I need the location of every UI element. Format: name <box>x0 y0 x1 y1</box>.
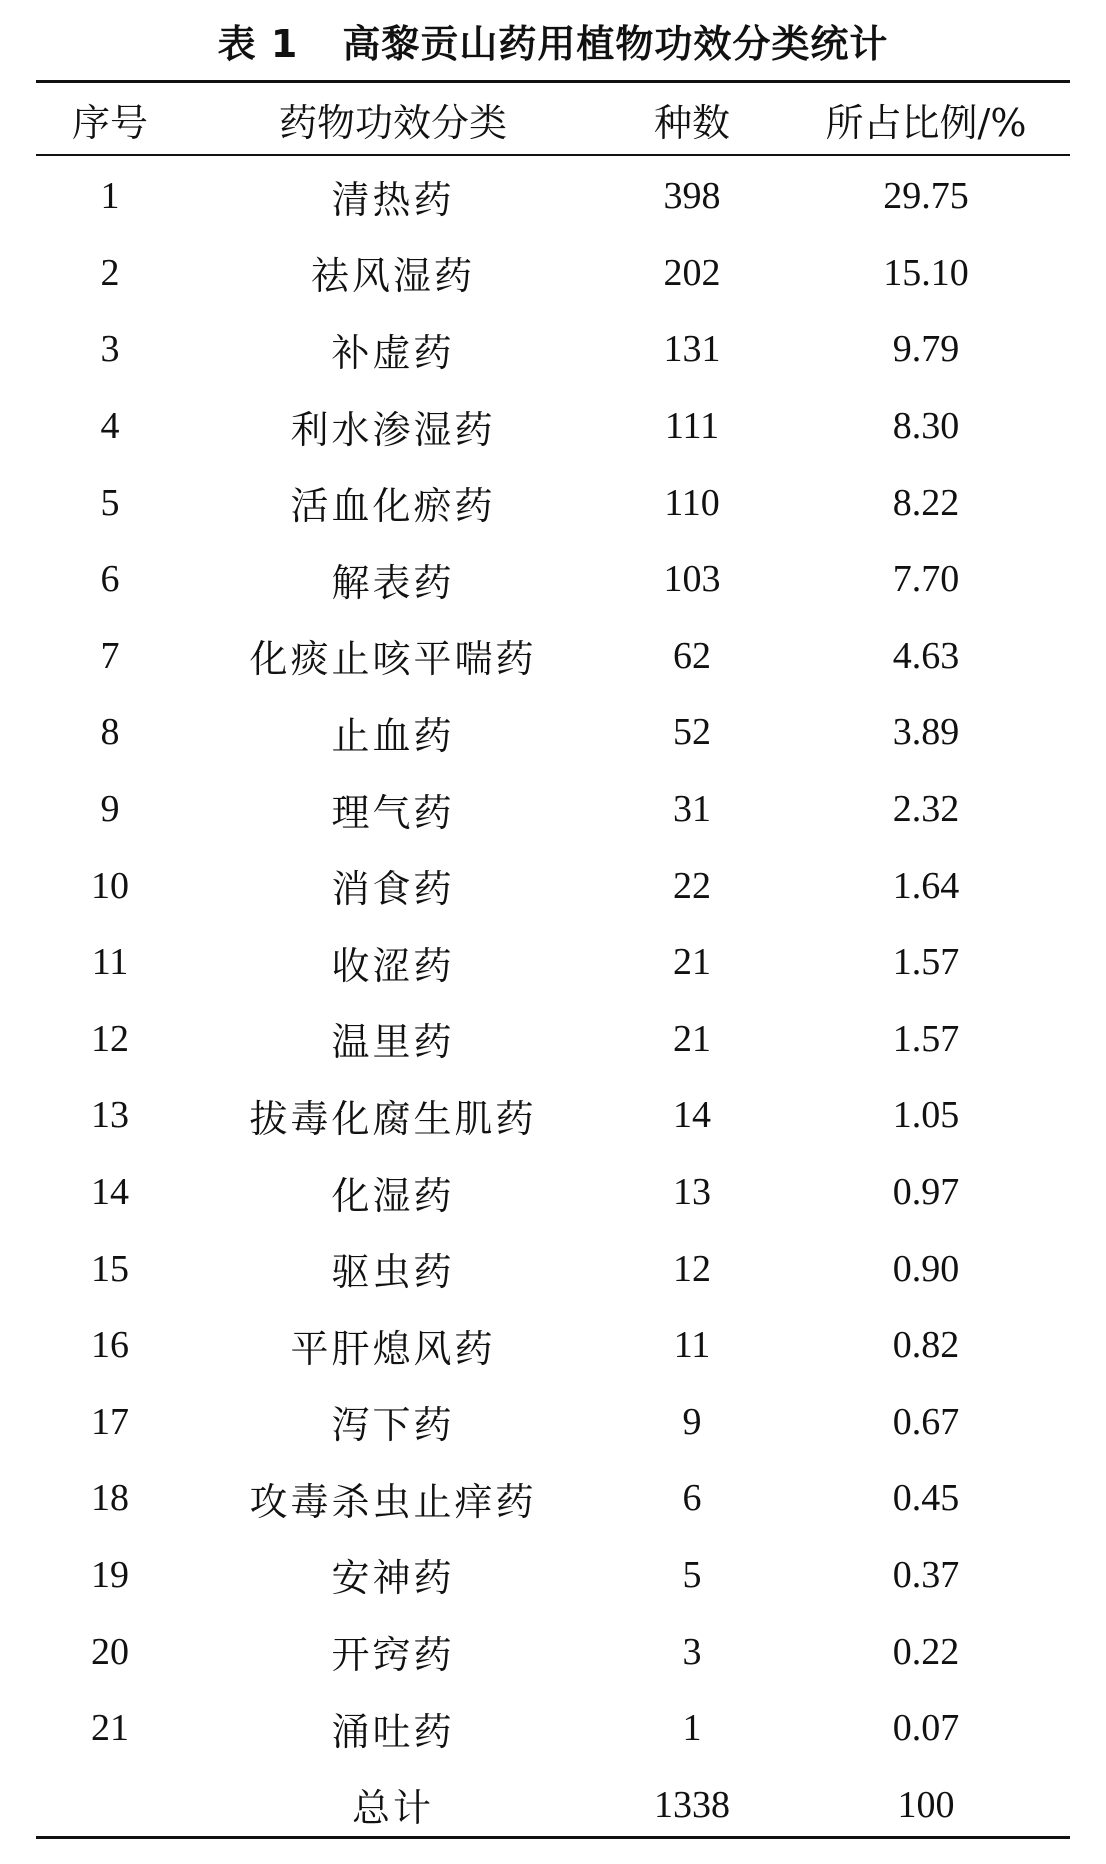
cell-index: 16 <box>91 1324 129 1367</box>
cell-count: 21 <box>673 1017 711 1060</box>
cell-category: 收涩药 <box>331 943 455 988</box>
table-header <box>36 84 1070 154</box>
table-body <box>36 158 1070 1843</box>
total-cell-index <box>36 1766 184 1843</box>
cell-category: 补虚药 <box>331 330 455 375</box>
table-row <box>36 158 1070 235</box>
cell-category: 活血化瘀药 <box>290 484 496 529</box>
table-row <box>36 388 1070 465</box>
cell-count: 12 <box>673 1247 711 1290</box>
rows-container <box>36 158 1070 1843</box>
table-row <box>36 847 1070 924</box>
cell-count: 31 <box>673 788 711 831</box>
total-cell-percent: 100 <box>897 1783 955 1826</box>
cell-percent: 15.10 <box>883 251 969 294</box>
cell-category: 攻毒杀虫止痒药 <box>249 1479 537 1524</box>
table-row <box>36 1230 1070 1307</box>
cell-count: 13 <box>673 1171 711 1214</box>
cell-count: 1 <box>682 1707 702 1750</box>
cell-percent: 0.82 <box>892 1324 960 1367</box>
cell-count: 14 <box>673 1094 711 1137</box>
cell-percent: 1.57 <box>892 1017 960 1060</box>
cell-count: 62 <box>673 634 711 677</box>
cell-count: 131 <box>663 328 721 371</box>
cell-percent: 0.45 <box>892 1477 960 1520</box>
cell-count: 202 <box>663 251 721 294</box>
table-row <box>36 694 1070 771</box>
table-row <box>36 541 1070 618</box>
table-row <box>36 464 1070 541</box>
cell-category: 消食药 <box>331 867 455 912</box>
cell-percent: 0.67 <box>892 1400 960 1443</box>
cell-category: 祛风湿药 <box>310 254 475 299</box>
cell-count: 110 <box>664 481 720 524</box>
cell-percent: 0.22 <box>892 1630 960 1673</box>
cell-count: 5 <box>682 1553 702 1596</box>
table-row <box>36 1077 1070 1154</box>
cell-index: 5 <box>100 481 120 524</box>
cell-percent: 1.64 <box>892 864 960 907</box>
cell-category: 解表药 <box>331 560 455 605</box>
table-row <box>36 1460 1070 1537</box>
cell-category: 开窍药 <box>331 1633 455 1678</box>
total-cell-category: 总计 <box>351 1786 434 1831</box>
header-row <box>36 84 1070 154</box>
cell-percent: 4.63 <box>892 634 960 677</box>
table-row <box>36 1690 1070 1767</box>
cell-category: 安神药 <box>331 1556 455 1601</box>
table-row <box>36 1613 1070 1690</box>
cell-count: 22 <box>673 864 711 907</box>
cell-percent: 0.07 <box>892 1707 960 1750</box>
cell-index: 11 <box>91 941 129 984</box>
table-row <box>36 1001 1070 1078</box>
cell-category: 化湿药 <box>331 1173 455 1218</box>
cell-count: 9 <box>682 1400 702 1443</box>
cell-percent: 1.57 <box>892 941 960 984</box>
cell-index: 3 <box>100 328 120 371</box>
cell-category: 利水渗湿药 <box>290 407 496 452</box>
cell-percent: 0.97 <box>892 1171 960 1214</box>
header-index: 序号 <box>71 100 148 145</box>
cell-index: 15 <box>91 1247 129 1290</box>
cell-count: 52 <box>673 711 711 754</box>
cell-count: 111 <box>664 405 720 448</box>
table-row <box>36 618 1070 695</box>
cell-count: 398 <box>663 175 721 218</box>
cell-index: 2 <box>100 251 120 294</box>
cell-category: 化痰止咳平喘药 <box>249 637 537 682</box>
cell-index: 20 <box>91 1630 129 1673</box>
table-row <box>36 311 1070 388</box>
cell-category: 止血药 <box>331 713 455 758</box>
cell-category: 温里药 <box>331 1020 455 1065</box>
cell-percent: 3.89 <box>892 711 960 754</box>
table-row <box>36 1384 1070 1461</box>
cell-percent: 2.32 <box>892 788 960 831</box>
cell-count: 11 <box>673 1324 711 1367</box>
header-category: 药物功效分类 <box>278 100 507 145</box>
cell-percent: 8.22 <box>892 481 960 524</box>
cell-index: 12 <box>91 1017 129 1060</box>
cell-category: 清热药 <box>331 177 455 222</box>
bottom-rule <box>36 1836 1070 1839</box>
cell-index: 4 <box>100 405 120 448</box>
cell-category: 拔毒化腐生肌药 <box>249 1096 537 1141</box>
cell-category: 涌吐药 <box>331 1709 455 1754</box>
cell-percent: 1.05 <box>892 1094 960 1137</box>
header-count: 种数 <box>653 100 730 145</box>
cell-index: 21 <box>91 1707 129 1750</box>
total-row <box>36 1766 1070 1843</box>
cell-index: 1 <box>100 175 120 218</box>
table-title: 高黎贡山药用植物功效分类统计 <box>342 22 889 66</box>
cell-index: 17 <box>91 1400 129 1443</box>
cell-index: 14 <box>91 1171 129 1214</box>
table-row <box>36 924 1070 1001</box>
table-row <box>36 771 1070 848</box>
table-row <box>36 1307 1070 1384</box>
cell-percent: 9.79 <box>892 328 960 371</box>
header-percent: 所占比例/% <box>825 100 1027 145</box>
cell-percent: 7.70 <box>892 558 960 601</box>
table-row <box>36 1154 1070 1231</box>
cell-index: 13 <box>91 1094 129 1137</box>
cell-count: 6 <box>682 1477 702 1520</box>
cell-count: 21 <box>673 941 711 984</box>
cell-category: 平肝熄风药 <box>290 1326 496 1371</box>
cell-index: 19 <box>91 1553 129 1596</box>
cell-category: 理气药 <box>331 790 455 835</box>
cell-percent: 29.75 <box>883 175 969 218</box>
cell-count: 103 <box>663 558 721 601</box>
table-row <box>36 1537 1070 1614</box>
cell-count: 3 <box>682 1630 702 1673</box>
cell-index: 18 <box>91 1477 129 1520</box>
cell-index: 10 <box>91 864 129 907</box>
cell-index: 9 <box>100 788 120 831</box>
cell-percent: 0.90 <box>892 1247 960 1290</box>
cell-index: 7 <box>100 634 120 677</box>
top-rule <box>36 80 1070 83</box>
table-number: 表 1 <box>217 22 299 66</box>
cell-category: 驱虫药 <box>331 1250 455 1295</box>
cell-index: 6 <box>100 558 120 601</box>
cell-category: 泻下药 <box>331 1403 455 1448</box>
table-caption <box>0 14 1106 74</box>
cell-percent: 0.37 <box>892 1553 960 1596</box>
cell-index: 8 <box>100 711 120 754</box>
cell-percent: 8.30 <box>892 405 960 448</box>
table-row <box>36 235 1070 312</box>
header-rule <box>36 154 1070 156</box>
total-cell-count: 1338 <box>654 1783 730 1826</box>
